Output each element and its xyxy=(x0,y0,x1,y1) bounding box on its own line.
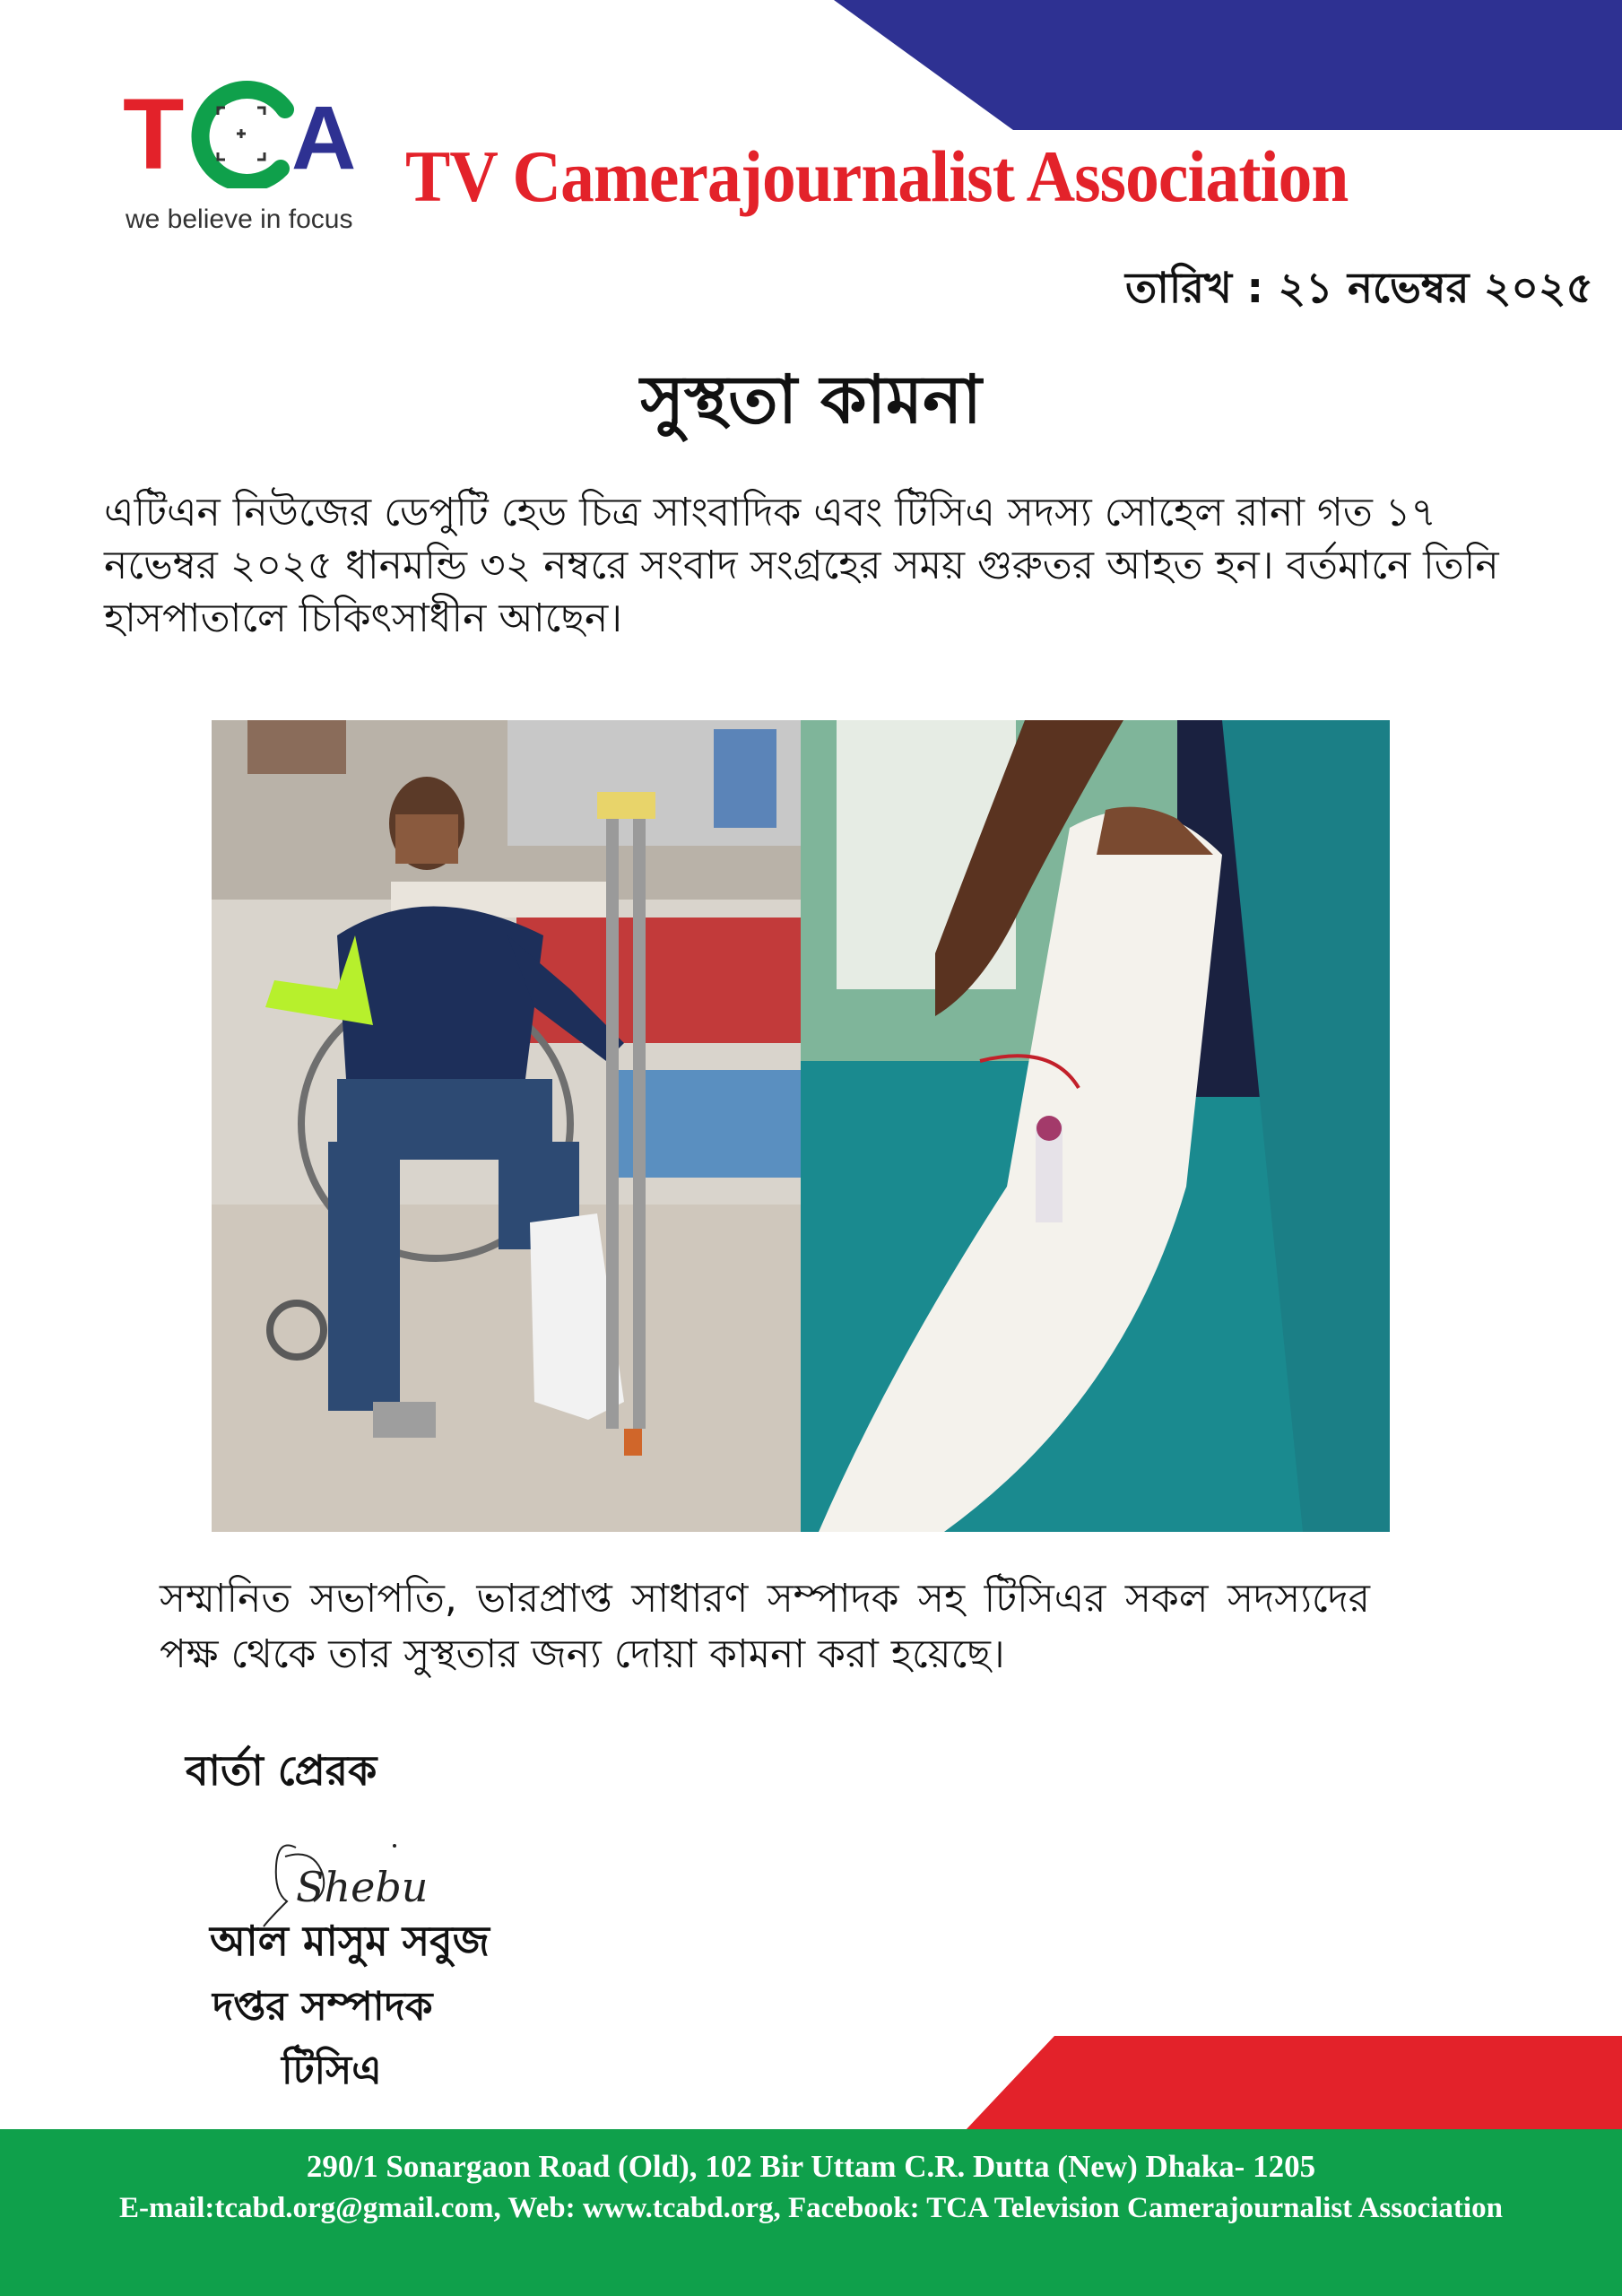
footer-contact: E-mail:tcabd.org@gmail.com, Web: www.tcabd.org, Facebook: TCA Television Camerajournalist Association xyxy=(119,2192,1503,2224)
signature-text: Shebu xyxy=(296,1863,429,1911)
logo-letter-t: T xyxy=(123,78,185,188)
logo-letter-a: A xyxy=(291,88,357,188)
page-title: সুস্থতা কামনা xyxy=(640,361,982,439)
sender-label: বার্তা প্রেরক xyxy=(186,1746,377,1795)
intro-paragraph: এটিএন নিউজের ডেপুটি হেড চিত্র সাংবাদিক এবং টিসিএ সদস্য সোহেল রানা গত ১৭ নভেম্বর ২০২৫ ধানমন্ডি ৩২ নম্বরে সংবাদ সংগ্রহের সময় গুরুতর আহত হন। বর্তমানে তিনি হাসপাতালে চিকিৎসাধীন আছেন। xyxy=(104,490,1499,641)
organization-name: TV Camerajournalist Association xyxy=(405,135,1349,217)
tca-logo xyxy=(121,72,381,242)
signatory-org: টিসিএ xyxy=(282,2048,382,2093)
footer-red-wedge xyxy=(965,2036,1622,2131)
wish-paragraph: সম্মানিত সভাপতি, ভারপ্রাপ্ত সাধারণ সম্পাদক সহ টিসিএর সকল সদস্যদের পক্ষ থেকে তার সুস্থতার জন্য দোয়া কামনা করা হয়েছে। xyxy=(160,1576,1370,1677)
signatory-role: দপ্তর সম্পাদক xyxy=(213,1984,433,2030)
wheelchair-patient-photo xyxy=(212,720,801,1532)
logo-tagline: we believe in focus xyxy=(126,204,353,234)
tca-logo-mark-icon xyxy=(121,72,381,188)
photo-collage xyxy=(212,720,1390,1532)
date-line: তারিখ : ২১ নভেম্বর ২০২৫ xyxy=(1124,264,1593,313)
signatory-name: আল মাসুম সবুজ xyxy=(210,1917,490,1965)
leg-cast-photo xyxy=(801,720,1390,1532)
footer-address: 290/1 Sonargaon Road (Old), 102 Bir Uttam C.R. Dutta (New) Dhaka- 1205 xyxy=(306,2149,1316,2184)
